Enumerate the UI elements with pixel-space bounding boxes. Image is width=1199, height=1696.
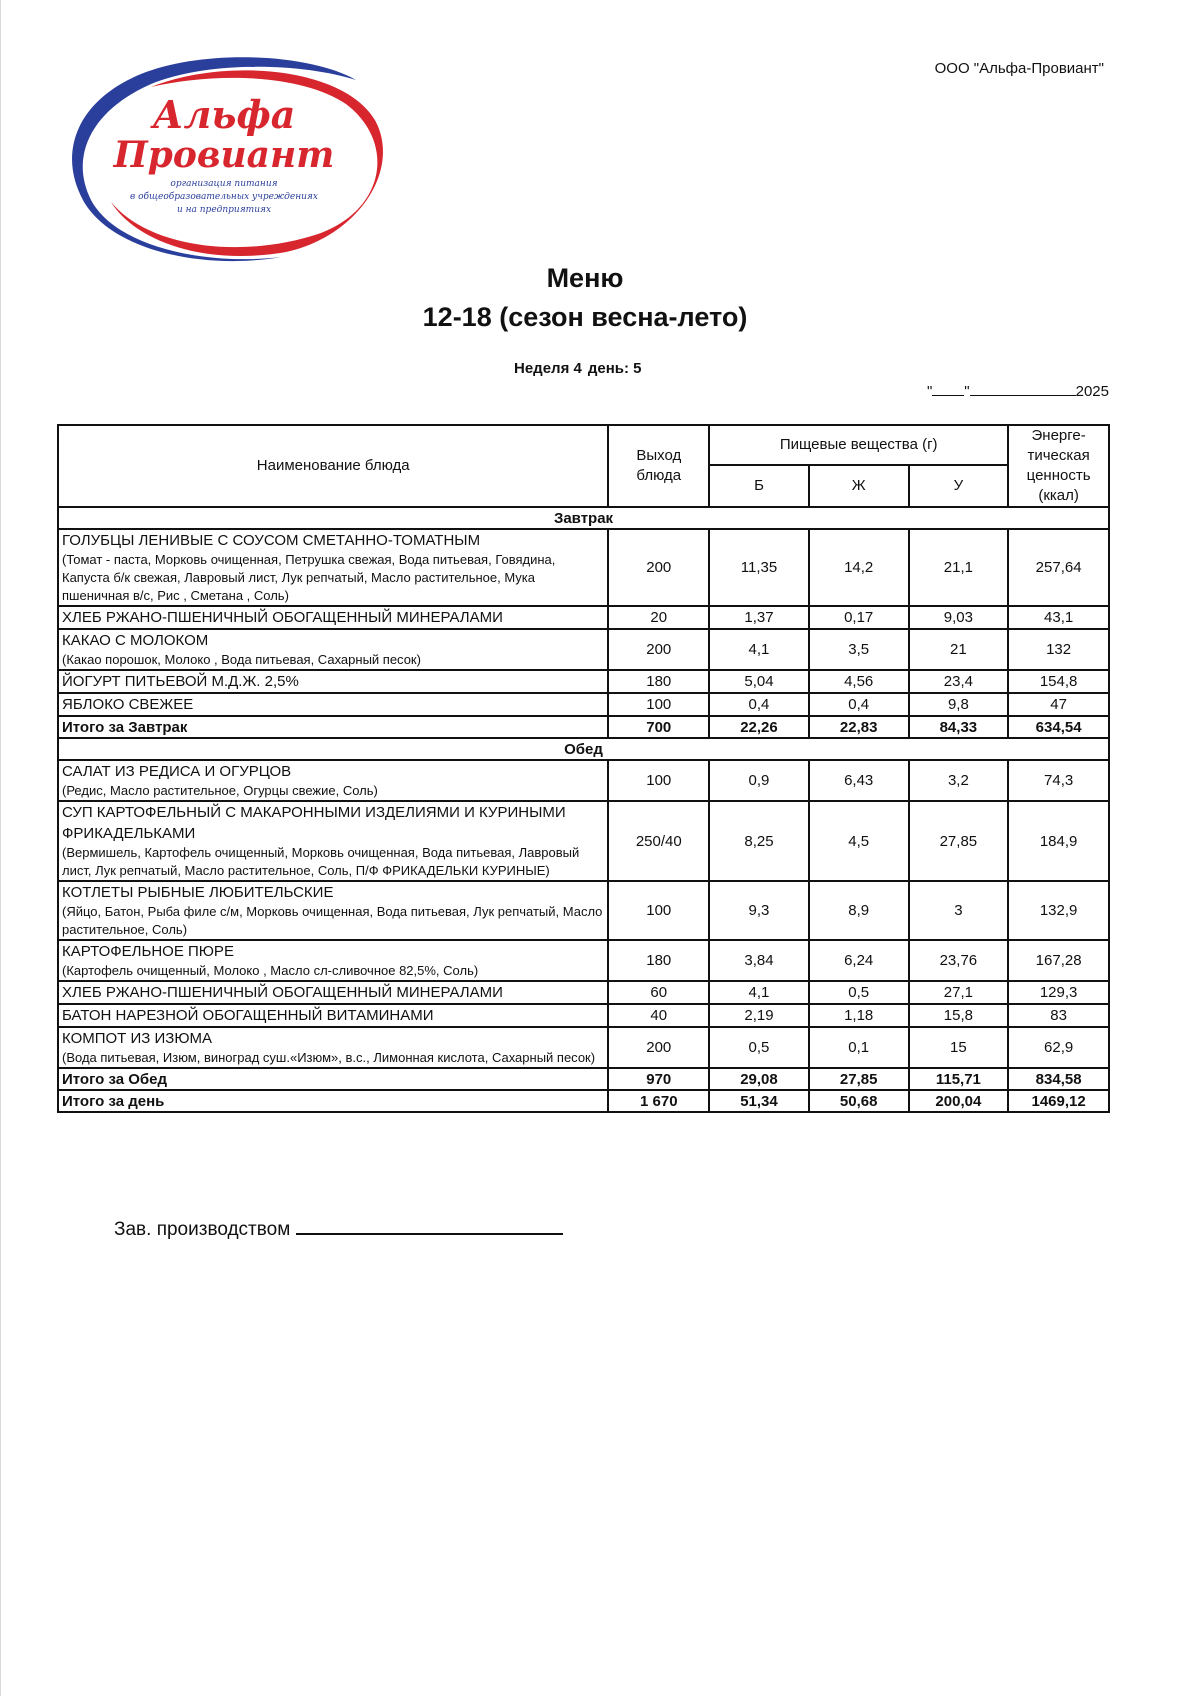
total-label: Итого за Завтрак <box>58 716 608 738</box>
dish-protein: 11,35 <box>709 529 809 606</box>
dish-carbs: 9,03 <box>909 606 1009 629</box>
dish-output: 20 <box>608 606 709 629</box>
dish-row <box>58 606 1109 629</box>
dish-carbs: 23,4 <box>909 670 1009 693</box>
day-total-protein: 51,34 <box>709 1090 809 1112</box>
dish-protein: 0,4 <box>709 693 809 716</box>
company-name: ООО "Альфа-Провиант" <box>934 60 1104 77</box>
document-title: Меню <box>546 263 624 293</box>
dish-carbs: 3 <box>909 881 1009 940</box>
company-logo <box>56 52 390 267</box>
dish-row <box>58 801 1109 881</box>
day-total-row <box>58 1090 1109 1112</box>
dish-cell <box>58 801 608 881</box>
dish-energy: 132,9 <box>1008 881 1109 940</box>
day-total-output: 1 670 <box>608 1090 709 1112</box>
dish-cell <box>58 529 608 606</box>
dish-name: ХЛЕБ РЖАНО-ПШЕНИЧНЫЙ ОБОГАЩЕННЫЙ МИНЕРАЛАМИ <box>62 984 503 1001</box>
day-total-carbs: 200,04 <box>909 1090 1009 1112</box>
dish-row <box>58 693 1109 716</box>
dish-output: 180 <box>608 940 709 981</box>
logo-subtitle-line3: и на предприятиях <box>176 205 272 215</box>
dish-name: СУП КАРТОФЕЛЬНЫЙ С МАКАРОННЫМИ ИЗДЕЛИЯМИ И КУРИНЫМИ ФРИКАДЕЛЬКАМИ <box>62 804 566 842</box>
dish-name: ЙОГУРТ ПИТЬЕВОЙ М.Д.Ж. 2,5% <box>62 673 299 690</box>
dish-carbs: 21,1 <box>909 529 1009 606</box>
header-carbs: У <box>909 465 1009 507</box>
logo-title-line1: Альфа <box>152 92 296 137</box>
total-protein: 22,26 <box>709 716 809 738</box>
dish-composition: (Вермишель, Картофель очищенный, Морковь очищенная, Вода питьевая, Лавровый лист, Лук репчатый, Масло растительное, Соль, П/Ф ФРИКАДЕЛЬКИ КУРИНЫЕ) <box>62 845 580 878</box>
dish-cell <box>58 693 608 716</box>
total-carbs: 84,33 <box>909 716 1009 738</box>
dish-row <box>58 881 1109 940</box>
total-output: 700 <box>608 716 709 738</box>
dish-carbs: 27,1 <box>909 981 1009 1004</box>
dish-fat: 8,9 <box>809 881 909 940</box>
dish-name: КОМПОТ ИЗ ИЗЮМА <box>62 1030 213 1047</box>
section-header-row <box>58 507 1109 529</box>
document-subtitle: 12-18 (сезон весна-лето) <box>422 302 748 332</box>
dish-energy: 62,9 <box>1008 1027 1109 1068</box>
dish-name: БАТОН НАРЕЗНОЙ ОБОГАЩЕННЫЙ ВИТАМИНАМИ <box>62 1007 434 1024</box>
dish-name: ГОЛУБЦЫ ЛЕНИВЫЕ С СОУСОМ СМЕТАННО-ТОМАТНЫМ <box>62 532 481 549</box>
dish-cell <box>58 881 608 940</box>
dish-row <box>58 529 1109 606</box>
total-energy: 634,54 <box>1008 716 1109 738</box>
dish-name: САЛАТ ИЗ РЕДИСА И ОГУРЦОВ <box>62 763 292 780</box>
header-output: Выход блюда <box>608 425 709 507</box>
dish-fat: 0,1 <box>809 1027 909 1068</box>
date-quote-open: " <box>926 383 933 400</box>
dish-output: 60 <box>608 981 709 1004</box>
dish-name: КОТЛЕТЫ РЫБНЫЕ ЛЮБИТЕЛЬСКИЕ <box>62 884 334 901</box>
total-energy: 834,58 <box>1008 1068 1109 1090</box>
dish-output: 200 <box>608 529 709 606</box>
day-label: день: 5 <box>587 360 642 377</box>
date-quote-close: " <box>964 383 970 400</box>
total-carbs: 115,71 <box>909 1068 1009 1090</box>
dish-output: 200 <box>608 629 709 670</box>
day-total-fat: 50,68 <box>809 1090 909 1112</box>
dish-carbs: 9,8 <box>909 693 1009 716</box>
total-protein: 29,08 <box>709 1068 809 1090</box>
dish-protein: 3,84 <box>709 940 809 981</box>
dish-output: 200 <box>608 1027 709 1068</box>
total-output: 970 <box>608 1068 709 1090</box>
dish-carbs: 23,76 <box>909 940 1009 981</box>
dish-fat: 0,17 <box>809 606 909 629</box>
dish-energy: 83 <box>1008 1004 1109 1027</box>
date-line <box>927 381 1109 400</box>
menu-table <box>57 424 1110 1113</box>
signature-line <box>296 1215 563 1235</box>
dish-energy: 132 <box>1008 629 1109 670</box>
dish-cell <box>58 760 608 801</box>
dish-protein: 1,37 <box>709 606 809 629</box>
dish-energy: 257,64 <box>1008 529 1109 606</box>
dish-output: 40 <box>608 1004 709 1027</box>
header-energy: Энерге-тическая ценность (ккал) <box>1008 425 1109 507</box>
dish-cell <box>58 629 608 670</box>
dish-fat: 0,5 <box>809 981 909 1004</box>
dish-cell <box>58 670 608 693</box>
total-fat: 22,83 <box>809 716 909 738</box>
dish-energy: 43,1 <box>1008 606 1109 629</box>
dish-fat: 0,4 <box>809 693 909 716</box>
dish-fat: 6,43 <box>809 760 909 801</box>
section-title: Обед <box>58 738 1109 760</box>
section-total-row <box>58 1068 1109 1090</box>
dish-fat: 4,5 <box>809 801 909 881</box>
dish-energy: 167,28 <box>1008 940 1109 981</box>
dish-output: 250/40 <box>608 801 709 881</box>
date-year: 2025 <box>1075 383 1109 400</box>
dish-cell <box>58 940 608 981</box>
day-total-energy: 1469,12 <box>1008 1090 1109 1112</box>
total-label: Итого за Обед <box>58 1068 608 1090</box>
section-header-row <box>58 738 1109 760</box>
dish-carbs: 27,85 <box>909 801 1009 881</box>
dish-protein: 0,5 <box>709 1027 809 1068</box>
dish-cell <box>58 1027 608 1068</box>
dish-row <box>58 760 1109 801</box>
dish-cell <box>58 606 608 629</box>
logo-subtitle-line1: организация питания <box>170 179 278 189</box>
logo-title-line2: Провиант <box>113 134 335 176</box>
dish-cell <box>58 981 608 1004</box>
dish-name: КАРТОФЕЛЬНОЕ ПЮРЕ <box>62 943 234 960</box>
dish-row <box>58 940 1109 981</box>
page-edge <box>0 0 1 1696</box>
dish-protein: 4,1 <box>709 629 809 670</box>
dish-row <box>58 1004 1109 1027</box>
dish-composition: (Какао порошок, Молоко , Вода питьевая, Сахарный песок) <box>62 652 421 667</box>
dish-protein: 0,9 <box>709 760 809 801</box>
dish-output: 100 <box>608 693 709 716</box>
dish-carbs: 15 <box>909 1027 1009 1068</box>
dish-protein: 2,19 <box>709 1004 809 1027</box>
dish-fat: 6,24 <box>809 940 909 981</box>
header-fat: Ж <box>809 465 909 507</box>
dish-row <box>58 981 1109 1004</box>
dish-carbs: 15,8 <box>909 1004 1009 1027</box>
signature-block <box>114 1215 563 1241</box>
dish-energy: 74,3 <box>1008 760 1109 801</box>
dish-output: 100 <box>608 881 709 940</box>
dish-energy: 184,9 <box>1008 801 1109 881</box>
dish-fat: 14,2 <box>809 529 909 606</box>
total-fat: 27,85 <box>809 1068 909 1090</box>
dish-fat: 3,5 <box>809 629 909 670</box>
dish-protein: 8,25 <box>709 801 809 881</box>
date-day-blank <box>932 381 964 396</box>
section-title: Завтрак <box>58 507 1109 529</box>
section-total-row <box>58 716 1109 738</box>
date-month-blank <box>970 381 1076 396</box>
signature-label: Зав. производством <box>114 1219 291 1240</box>
dish-composition: (Вода питьевая, Изюм, виноград суш.«Изюм», в.с., Лимонная кислота, Сахарный песок) <box>62 1050 596 1065</box>
dish-output: 100 <box>608 760 709 801</box>
dish-energy: 47 <box>1008 693 1109 716</box>
dish-energy: 154,8 <box>1008 670 1109 693</box>
day-total-label: Итого за день <box>58 1090 608 1112</box>
dish-protein: 4,1 <box>709 981 809 1004</box>
dish-name: ЯБЛОКО СВЕЖЕЕ <box>62 696 194 713</box>
week-label: Неделя 4 <box>514 360 582 377</box>
header-protein: Б <box>709 465 809 507</box>
header-nutrients: Пищевые вещества (г) <box>709 425 1008 465</box>
dish-fat: 1,18 <box>809 1004 909 1027</box>
dish-composition: (Томат - паста, Морковь очищенная, Петрушка свежая, Вода питьевая, Говядина, Капуста б/к свежая, Лавровый лист, Лук репчатый, Масло растительное, Мука пшеничная в/с, Рис , Сметана , Соль) <box>62 552 556 603</box>
dish-energy: 129,3 <box>1008 981 1109 1004</box>
dish-row <box>58 629 1109 670</box>
dish-carbs: 21 <box>909 629 1009 670</box>
dish-name: КАКАО С МОЛОКОМ <box>62 632 209 649</box>
dish-name: ХЛЕБ РЖАНО-ПШЕНИЧНЫЙ ОБОГАЩЕННЫЙ МИНЕРАЛАМИ <box>62 609 503 626</box>
header-dish-name: Наименование блюда <box>58 425 608 507</box>
dish-composition: (Картофель очищенный, Молоко , Масло сл-сливочное 82,5%, Соль) <box>62 963 479 978</box>
dish-cell <box>58 1004 608 1027</box>
dish-protein: 5,04 <box>709 670 809 693</box>
dish-row <box>58 1027 1109 1068</box>
week-day-line <box>514 360 648 377</box>
dish-protein: 9,3 <box>709 881 809 940</box>
dish-fat: 4,56 <box>809 670 909 693</box>
dish-composition: (Редис, Масло растительное, Огурцы свежие, Соль) <box>62 783 378 798</box>
dish-composition: (Яйцо, Батон, Рыба филе с/м, Морковь очищенная, Вода питьевая, Лук репчатый, Масло растительное, Соль) <box>62 904 603 937</box>
logo-subtitle-line2: в общеобразовательных учреждениях <box>130 192 318 202</box>
dish-carbs: 3,2 <box>909 760 1009 801</box>
dish-row <box>58 670 1109 693</box>
dish-output: 180 <box>608 670 709 693</box>
